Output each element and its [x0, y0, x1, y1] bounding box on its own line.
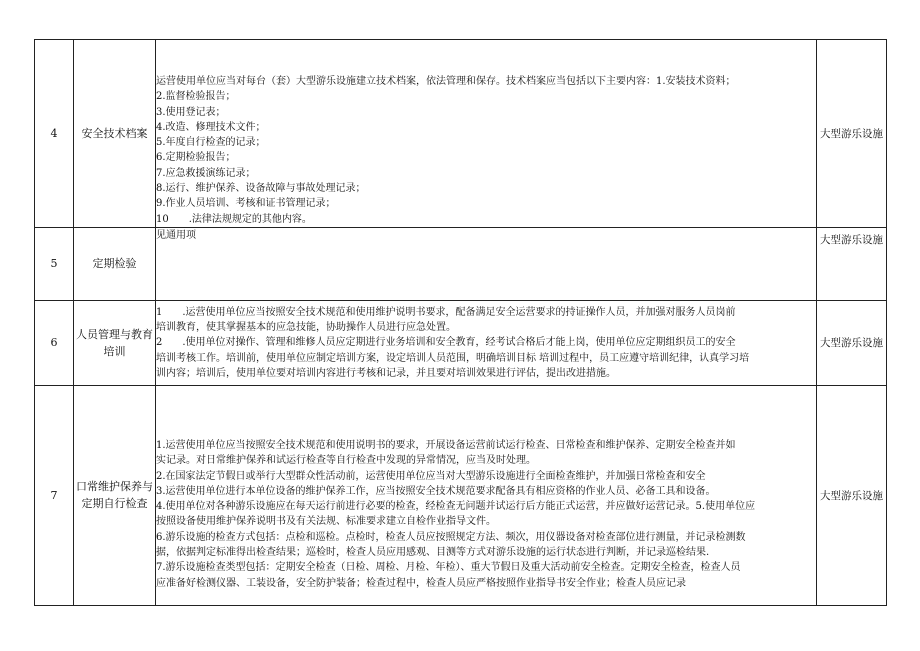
content-line: 1 .运营使用单位应当按照安全技术规范和使用维护说明书要求，配备满足安全运营要求的持证操作人员，并加强对服务人员岗前 [156, 306, 736, 318]
inspection-table [34, 39, 887, 606]
table-row [35, 40, 887, 228]
row-item-line: 口常维护保养与 [76, 480, 153, 494]
row-content [156, 227, 817, 300]
row-number: 6 [35, 300, 74, 385]
row-scope: 大型游乐设施 [817, 385, 887, 605]
content-line: 2.监督检验报告； [156, 91, 236, 103]
content-line: 应准备好检测仪器、工装设备，安全防护装备；检查过程中，检查人员应严格按照作业指导书安全作业；检查人员应记录 [156, 577, 686, 589]
content-line: 培训教育，使其掌握基本的应急技能，协助操作人员进行应急处置。 [156, 322, 456, 334]
content-line: 7.游乐设施检查类型包括：定期安全检查（日检、周检、月检、年检）、重大节假日及重大活动前安全检查。定期安全检查，检查人员 [156, 562, 741, 574]
row-item: 定期检验 [74, 227, 156, 300]
row-item [74, 300, 156, 385]
content-line: 4.使用单位对各种游乐设施应在每天运行前进行必要的检查，经检查无问题并试运行后方能正式运营，并应做好运营记录。5.使用单位应 [156, 501, 756, 513]
content-line: 据，依据判定标准得出检查结果；巡检时，检查人员应用感观、目测等方式对游乐设施的运行状态进行判断，并记录巡检结果. [156, 547, 710, 559]
content-line: 7.应急救援演练记录； [156, 167, 256, 179]
content-line: 1.运营使用单位应当按照安全技术规范和使用说明书的要求，开展设备运营前试运行检查、日常检查和维护保养、定期安全检查并如 [156, 439, 736, 451]
content-line: 2 .使用单位对操作、管理和维修人员应定期进行业务培训和安全教育，经考试合格后才能上岗，使用单位应定期组织员工的安全 [156, 337, 736, 349]
content-line: 3.运营使用单位进行本单位设备的维护保养工作，应当按照安全技术规范要求配备具有相应资格的作业人员、必备工具和设备。 [156, 485, 716, 497]
content-line: 见通用项 [156, 229, 196, 241]
row-number: 4 [35, 40, 74, 228]
content-line: 8.运行、维护保养、设备故障与事故处理记录； [156, 183, 366, 195]
row-item: 安全技术档案 [74, 40, 156, 228]
row-item [74, 385, 156, 605]
content-line: 按照设备使用维护保养说明书及有关法规、标准要求建立自检作业指导文件。 [156, 516, 496, 528]
table-row [35, 227, 887, 300]
content-line: 实记录。对日常维护保养和试运行检查等自行检查中发现的异常情况，应当及时处理。 [156, 455, 536, 467]
row-number: 7 [35, 385, 74, 605]
row-content [156, 300, 817, 385]
content-line: 6.定期检验报告； [156, 152, 236, 164]
row-number: 5 [35, 227, 74, 300]
row-scope: 大型游乐设施 [817, 227, 887, 300]
content-line: 5.年度自行检查的记录； [156, 137, 266, 149]
content-line: 10 .法律法规规定的其他内容。 [156, 213, 312, 225]
content-line: 3.使用登记表； [156, 106, 226, 118]
row-scope: 大型游乐设施 [817, 40, 887, 228]
content-line: 培训考核工作。培训前，使用单位应制定培训方案，设定培训人员范围，明确培训目标 培训过程中，员工应遵守培训纪律，认真学习培 [156, 352, 750, 364]
table-row [35, 300, 887, 385]
row-item-line: 定期自行检查 [81, 497, 148, 511]
row-scope: 大型游乐设施 [817, 300, 887, 385]
row-content [156, 385, 817, 605]
content-line: 6.游乐设施的检查方式包括：点检和巡检。点检时，检查人员应按照规定方法、频次，用仪器设备对检查部位进行测量，并记录检测数 [156, 531, 746, 543]
content-line: 2.在国家法定节假日或举行大型群众性活动前，运营使用单位应当对大型游乐设施进行全面检查维护，并加强日常检查和安全 [156, 470, 706, 482]
content-line: 9.作业人员培训、考核和证书管理记录； [156, 198, 336, 210]
row-item-line: 培训 [103, 344, 126, 358]
row-content [156, 40, 817, 228]
content-line: 4.改造、修理技术文件； [156, 121, 266, 133]
content-line: 训内容；培训后，使用单位要对培训内容进行考核和记录，并且要对培训效果进行评估，提出改进措施。 [156, 367, 616, 379]
content-line: 运营使用单位应当对每台（套）大型游乐设施建立技术档案，依法管理和保存。技术档案应当包括以下主要内容：1.安装技术资料； [156, 76, 736, 87]
row-item-line: 人员管理与教育 [76, 327, 153, 341]
table-row [35, 385, 887, 605]
